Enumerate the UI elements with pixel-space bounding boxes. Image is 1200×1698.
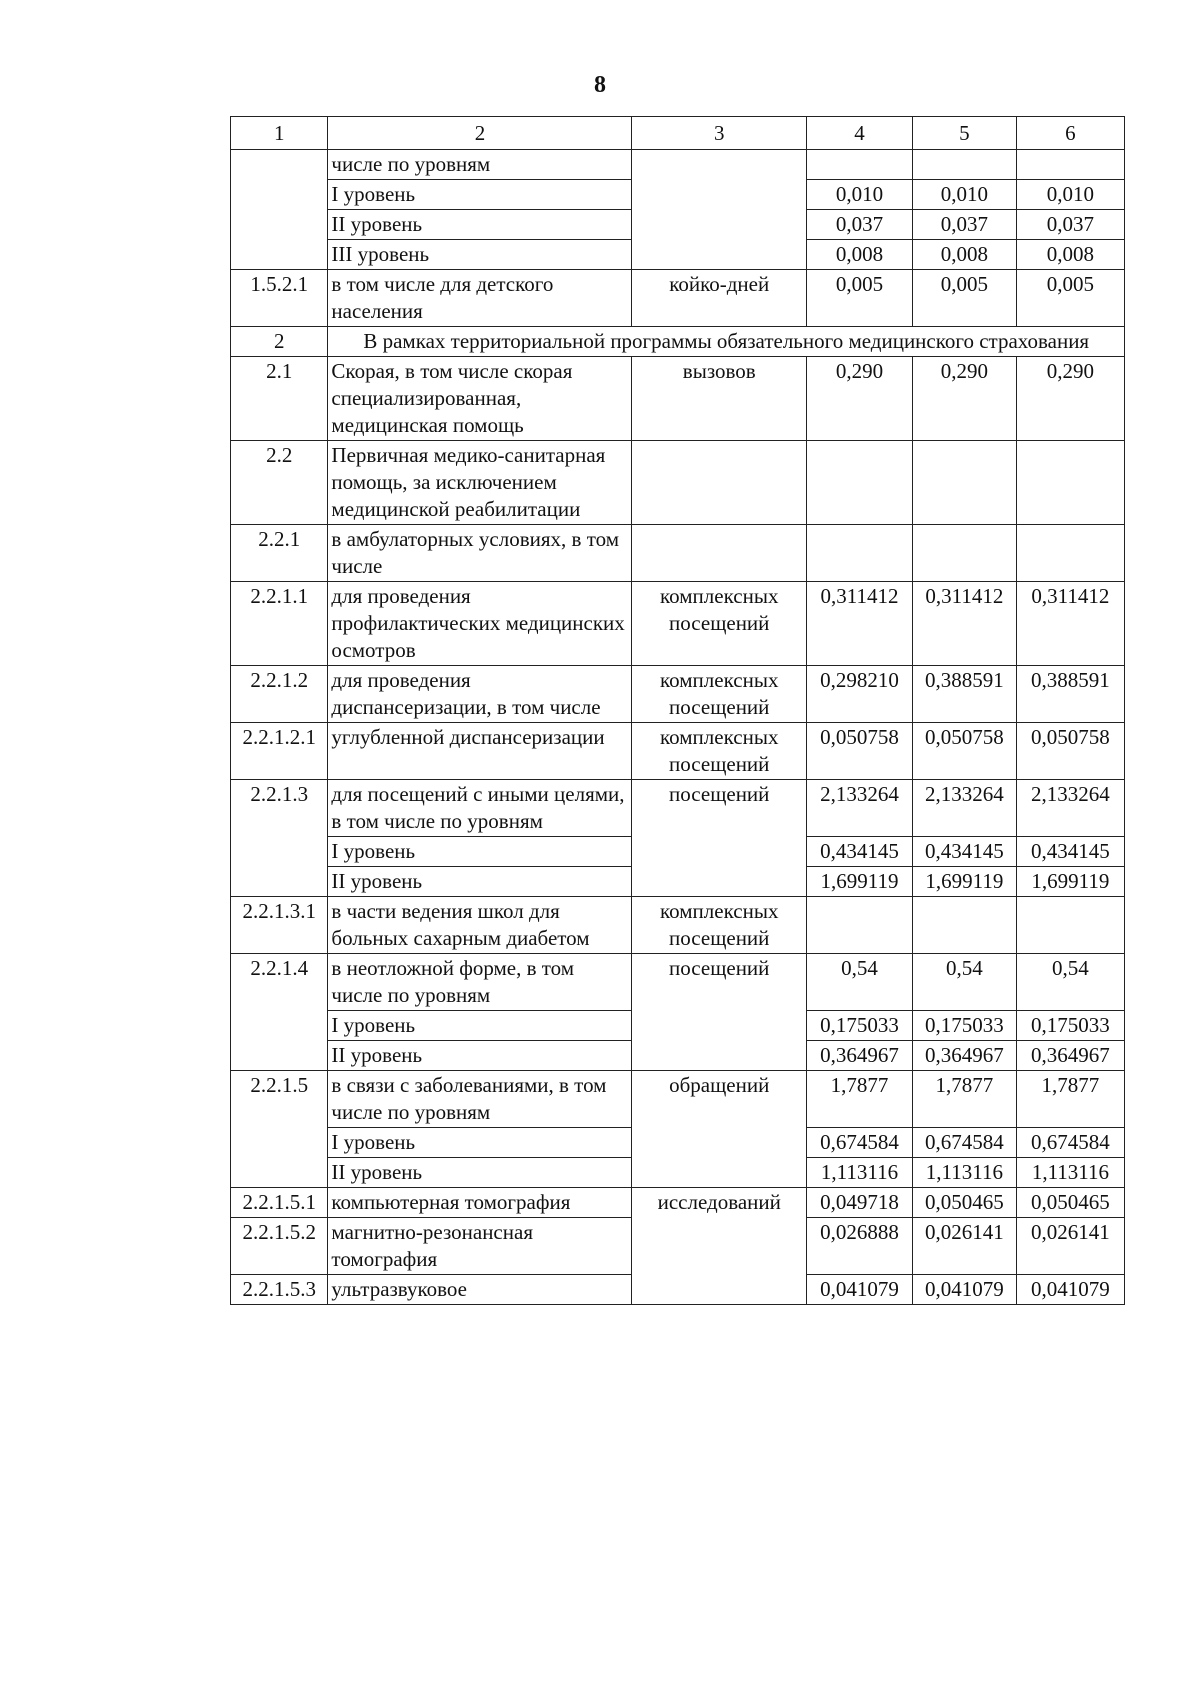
- row-number-cell: 2.2.1.4: [231, 954, 328, 1071]
- row-number-cell: 2.2: [231, 441, 328, 525]
- row-number-cell: 2.1: [231, 357, 328, 441]
- value-cell: 0,026141: [1016, 1218, 1124, 1275]
- value-cell: 0,037: [912, 210, 1016, 240]
- value-cell: 1,113116: [807, 1158, 913, 1188]
- unit-cell: комплексных посещений: [632, 666, 807, 723]
- table-row: [231, 441, 1125, 525]
- value-cell: 2,133264: [912, 780, 1016, 837]
- value-cell: 1,7877: [1016, 1071, 1124, 1128]
- value-cell: 1,7877: [807, 1071, 913, 1128]
- table-row: [231, 897, 1125, 954]
- value-cell: 0,041079: [807, 1275, 913, 1305]
- indicator-cell: II уровень: [328, 210, 632, 240]
- value-cell: 0,175033: [912, 1011, 1016, 1041]
- value-cell: 0,050758: [912, 723, 1016, 780]
- value-cell: 0,54: [912, 954, 1016, 1011]
- unit-cell: [632, 150, 807, 270]
- value-cell: [912, 441, 1016, 525]
- value-cell: 0,290: [1016, 357, 1124, 441]
- unit-cell: исследований: [632, 1188, 807, 1305]
- value-cell: 0,005: [912, 270, 1016, 327]
- table-row: [231, 723, 1125, 780]
- table-row: [231, 582, 1125, 666]
- unit-cell: комплексных посещений: [632, 723, 807, 780]
- row-number-cell: 2.2.1.5.2: [231, 1218, 328, 1275]
- row-number-cell: 2.2.1.1: [231, 582, 328, 666]
- value-cell: 1,113116: [912, 1158, 1016, 1188]
- row-number-cell: 2: [231, 327, 328, 357]
- table-row: [231, 666, 1125, 723]
- value-cell: 0,050758: [807, 723, 913, 780]
- indicator-cell: Первичная медико-санитарная помощь, за исключением медицинской реабилитации: [328, 441, 632, 525]
- row-number-cell: 2.2.1.2.1: [231, 723, 328, 780]
- value-cell: 0,008: [1016, 240, 1124, 270]
- value-cell: 0,364967: [807, 1041, 913, 1071]
- value-cell: 0,54: [1016, 954, 1124, 1011]
- value-cell: 0,364967: [912, 1041, 1016, 1071]
- value-cell: 0,388591: [912, 666, 1016, 723]
- indicator-cell: углубленной диспансеризации: [328, 723, 632, 780]
- table-row: [231, 150, 1125, 180]
- indicator-cell: в амбулаторных условиях, в том числе: [328, 525, 632, 582]
- value-cell: 0,050758: [1016, 723, 1124, 780]
- row-number-cell: 2.2.1.3: [231, 780, 328, 897]
- value-cell: [1016, 897, 1124, 954]
- indicator-cell: числе по уровням: [328, 150, 632, 180]
- value-cell: 0,54: [807, 954, 913, 1011]
- header-cell: 1: [231, 117, 328, 150]
- value-cell: [807, 441, 913, 525]
- value-cell: 0,010: [807, 180, 913, 210]
- value-cell: 0,050465: [912, 1188, 1016, 1218]
- row-number-cell: 1.5.2.1: [231, 270, 328, 327]
- unit-cell: [632, 525, 807, 582]
- indicator-cell: в связи с заболеваниями, в том числе по уровням: [328, 1071, 632, 1128]
- indicator-cell: в части ведения школ для больных сахарным диабетом: [328, 897, 632, 954]
- indicator-cell: для посещений с иными целями, в том числе по уровням: [328, 780, 632, 837]
- value-cell: 0,290: [912, 357, 1016, 441]
- value-cell: [1016, 441, 1124, 525]
- unit-cell: посещений: [632, 780, 807, 897]
- value-cell: 0,674584: [807, 1128, 913, 1158]
- value-cell: 0,041079: [912, 1275, 1016, 1305]
- value-cell: 0,175033: [807, 1011, 913, 1041]
- value-cell: 0,008: [807, 240, 913, 270]
- indicator-cell: I уровень: [328, 1011, 632, 1041]
- value-cell: 0,434145: [1016, 837, 1124, 867]
- value-cell: 0,026141: [912, 1218, 1016, 1275]
- indicator-cell: III уровень: [328, 240, 632, 270]
- indicator-cell: II уровень: [328, 1041, 632, 1071]
- indicator-cell: для проведения профилактических медицинских осмотров: [328, 582, 632, 666]
- value-cell: 0,005: [1016, 270, 1124, 327]
- value-cell: 2,133264: [807, 780, 913, 837]
- value-cell: 0,434145: [807, 837, 913, 867]
- page-number: 8: [594, 72, 606, 98]
- header-cell: 5: [912, 117, 1016, 150]
- indicator-cell: в неотложной форме, в том числе по уровням: [328, 954, 632, 1011]
- row-number-cell: 2.2.1.3.1: [231, 897, 328, 954]
- value-cell: [807, 525, 913, 582]
- row-number-cell: 2.2.1.5: [231, 1071, 328, 1188]
- table-row: [231, 1188, 1125, 1218]
- value-cell: 0,311412: [807, 582, 913, 666]
- indicator-cell: II уровень: [328, 1158, 632, 1188]
- unit-cell: комплексных посещений: [632, 897, 807, 954]
- indicator-cell: II уровень: [328, 867, 632, 897]
- value-cell: 0,175033: [1016, 1011, 1124, 1041]
- value-cell: 0,026888: [807, 1218, 913, 1275]
- table-row: [231, 270, 1125, 327]
- indicator-cell: I уровень: [328, 180, 632, 210]
- header-cell: 6: [1016, 117, 1124, 150]
- value-cell: [807, 897, 913, 954]
- value-cell: 2,133264: [1016, 780, 1124, 837]
- indicator-cell: ультразвуковое: [328, 1275, 632, 1305]
- table-row: [231, 780, 1125, 837]
- value-cell: 0,010: [1016, 180, 1124, 210]
- value-cell: [807, 150, 913, 180]
- value-cell: 1,699119: [807, 867, 913, 897]
- value-cell: 0,311412: [1016, 582, 1124, 666]
- row-number-cell: 2.2.1.5.1: [231, 1188, 328, 1218]
- value-cell: 0,005: [807, 270, 913, 327]
- value-cell: 1,113116: [1016, 1158, 1124, 1188]
- value-cell: 0,041079: [1016, 1275, 1124, 1305]
- value-cell: [1016, 150, 1124, 180]
- unit-cell: обращений: [632, 1071, 807, 1188]
- unit-cell: [632, 441, 807, 525]
- unit-cell: посещений: [632, 954, 807, 1071]
- value-cell: 0,434145: [912, 837, 1016, 867]
- value-cell: 0,298210: [807, 666, 913, 723]
- value-cell: 0,388591: [1016, 666, 1124, 723]
- header-cell: 3: [632, 117, 807, 150]
- value-cell: 0,037: [807, 210, 913, 240]
- value-cell: 0,290: [807, 357, 913, 441]
- indicators-table: [230, 116, 1125, 1305]
- table-row: [231, 1071, 1125, 1128]
- row-number-cell: 2.2.1.2: [231, 666, 328, 723]
- unit-cell: вызовов: [632, 357, 807, 441]
- value-cell: [912, 897, 1016, 954]
- header-cell: 2: [328, 117, 632, 150]
- value-cell: [1016, 525, 1124, 582]
- indicator-cell: Скорая, в том числе скорая специализированная, медицинская помощь: [328, 357, 632, 441]
- value-cell: 0,674584: [912, 1128, 1016, 1158]
- indicator-cell: I уровень: [328, 1128, 632, 1158]
- row-number-cell: 2.2.1.5.3: [231, 1275, 328, 1305]
- indicator-cell: для проведения диспансеризации, в том числе: [328, 666, 632, 723]
- table-row: [231, 357, 1125, 441]
- unit-cell: койко-дней: [632, 270, 807, 327]
- value-cell: 0,050465: [1016, 1188, 1124, 1218]
- value-cell: 0,010: [912, 180, 1016, 210]
- unit-cell: комплексных посещений: [632, 582, 807, 666]
- section-row: [231, 327, 1125, 357]
- value-cell: 1,699119: [1016, 867, 1124, 897]
- row-number-cell: 2.2.1: [231, 525, 328, 582]
- table-header-row: [231, 117, 1125, 150]
- value-cell: 0,037: [1016, 210, 1124, 240]
- row-number-cell: [231, 150, 328, 270]
- table-row: [231, 954, 1125, 1011]
- indicator-cell: I уровень: [328, 837, 632, 867]
- header-cell: 4: [807, 117, 913, 150]
- indicator-cell: компьютерная томография: [328, 1188, 632, 1218]
- value-cell: 1,7877: [912, 1071, 1016, 1128]
- value-cell: [912, 525, 1016, 582]
- table-row: [231, 525, 1125, 582]
- value-cell: 0,311412: [912, 582, 1016, 666]
- value-cell: 0,049718: [807, 1188, 913, 1218]
- indicator-cell: магнитно-резонансная томография: [328, 1218, 632, 1275]
- indicator-cell: в том числе для детского населения: [328, 270, 632, 327]
- section-title: В рамках территориальной программы обязательного медицинского страхования: [328, 327, 1125, 357]
- value-cell: [912, 150, 1016, 180]
- value-cell: 0,674584: [1016, 1128, 1124, 1158]
- value-cell: 0,008: [912, 240, 1016, 270]
- value-cell: 1,699119: [912, 867, 1016, 897]
- value-cell: 0,364967: [1016, 1041, 1124, 1071]
